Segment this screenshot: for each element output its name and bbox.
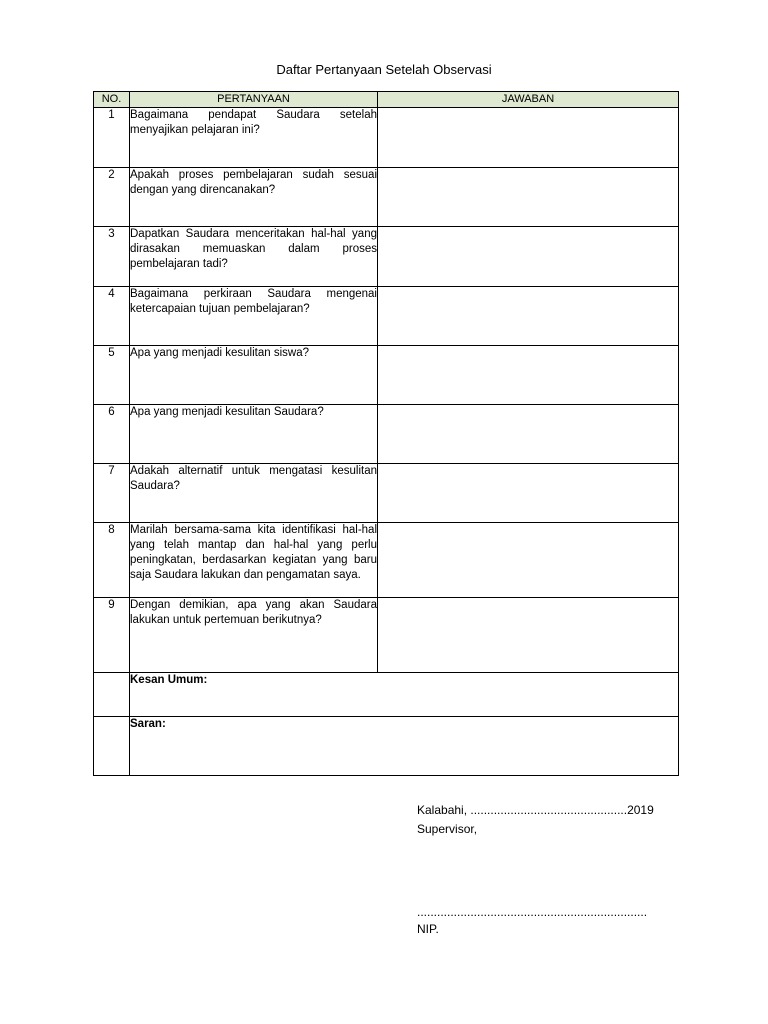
signature-name-line: ..................................................................... bbox=[417, 905, 648, 919]
table-row bbox=[94, 523, 679, 598]
answer-cell[interactable] bbox=[378, 227, 679, 287]
answer-cell[interactable] bbox=[378, 405, 679, 464]
answer-cell[interactable] bbox=[378, 523, 679, 598]
row-number: 8 bbox=[94, 523, 130, 598]
kesan-umum-field[interactable]: Kesan Umum: bbox=[130, 673, 679, 717]
table-row bbox=[94, 227, 679, 287]
saran-field[interactable]: Saran: bbox=[130, 717, 679, 776]
row-number: 5 bbox=[94, 346, 130, 405]
header-answer: JAWABAN bbox=[378, 92, 679, 108]
table-header-row bbox=[94, 92, 679, 108]
row-number: 6 bbox=[94, 405, 130, 464]
question-text: Apa yang menjadi kesulitan siswa? bbox=[130, 346, 378, 405]
row-number: 4 bbox=[94, 287, 130, 346]
document-title: Daftar Pertanyaan Setelah Observasi bbox=[276, 62, 492, 77]
question-text: Dapatkan Saudara menceritakan hal-hal yang dirasakan memuaskan dalam proses pembelajaran tadi? bbox=[130, 227, 378, 287]
question-text: Bagaimana pendapat Saudara setelah menyajikan pelajaran ini? bbox=[130, 108, 378, 168]
question-text: Dengan demikian, apa yang akan Saudara lakukan untuk pertemuan berikutnya? bbox=[130, 598, 378, 673]
answer-cell[interactable] bbox=[378, 464, 679, 523]
answer-cell[interactable] bbox=[378, 346, 679, 405]
table-row bbox=[94, 598, 679, 673]
row-number: 3 bbox=[94, 227, 130, 287]
observation-question-table bbox=[93, 91, 679, 776]
supervisor-label: Supervisor, bbox=[417, 822, 478, 836]
header-no: NO. bbox=[94, 92, 130, 108]
table-row bbox=[94, 108, 679, 168]
kesan-umum-number-cell bbox=[94, 673, 130, 717]
row-number: 2 bbox=[94, 168, 130, 227]
row-number: 9 bbox=[94, 598, 130, 673]
table-row bbox=[94, 287, 679, 346]
table-row bbox=[94, 168, 679, 227]
row-number: 7 bbox=[94, 464, 130, 523]
header-question: PERTANYAAN bbox=[130, 92, 378, 108]
saran-number-cell bbox=[94, 717, 130, 776]
table-row bbox=[94, 346, 679, 405]
question-text: Marilah bersama-sama kita identifikasi hal-hal yang telah mantap dan hal-hal yang perlu peningkatan, berdasarkan kegiatan yang baru saja Saudara lakukan dan pengamatan saya. bbox=[130, 523, 378, 598]
question-text: Bagaimana perkiraan Saudara mengenai ketercapaian tujuan pembelajaran? bbox=[130, 287, 378, 346]
answer-cell[interactable] bbox=[378, 287, 679, 346]
kesan-umum-row bbox=[94, 673, 679, 717]
nip-label: NIP. bbox=[417, 922, 439, 936]
question-text: Apa yang menjadi kesulitan Saudara? bbox=[130, 405, 378, 464]
place-date-line: Kalabahi, ...............................................2019 bbox=[417, 803, 654, 817]
question-text: Adakah alternatif untuk mengatasi kesulitan Saudara? bbox=[130, 464, 378, 523]
answer-cell[interactable] bbox=[378, 598, 679, 673]
table-row bbox=[94, 405, 679, 464]
answer-cell[interactable] bbox=[378, 108, 679, 168]
saran-row bbox=[94, 717, 679, 776]
answer-cell[interactable] bbox=[378, 168, 679, 227]
table-row bbox=[94, 464, 679, 523]
question-text: Apakah proses pembelajaran sudah sesuai dengan yang direncanakan? bbox=[130, 168, 378, 227]
row-number: 1 bbox=[94, 108, 130, 168]
